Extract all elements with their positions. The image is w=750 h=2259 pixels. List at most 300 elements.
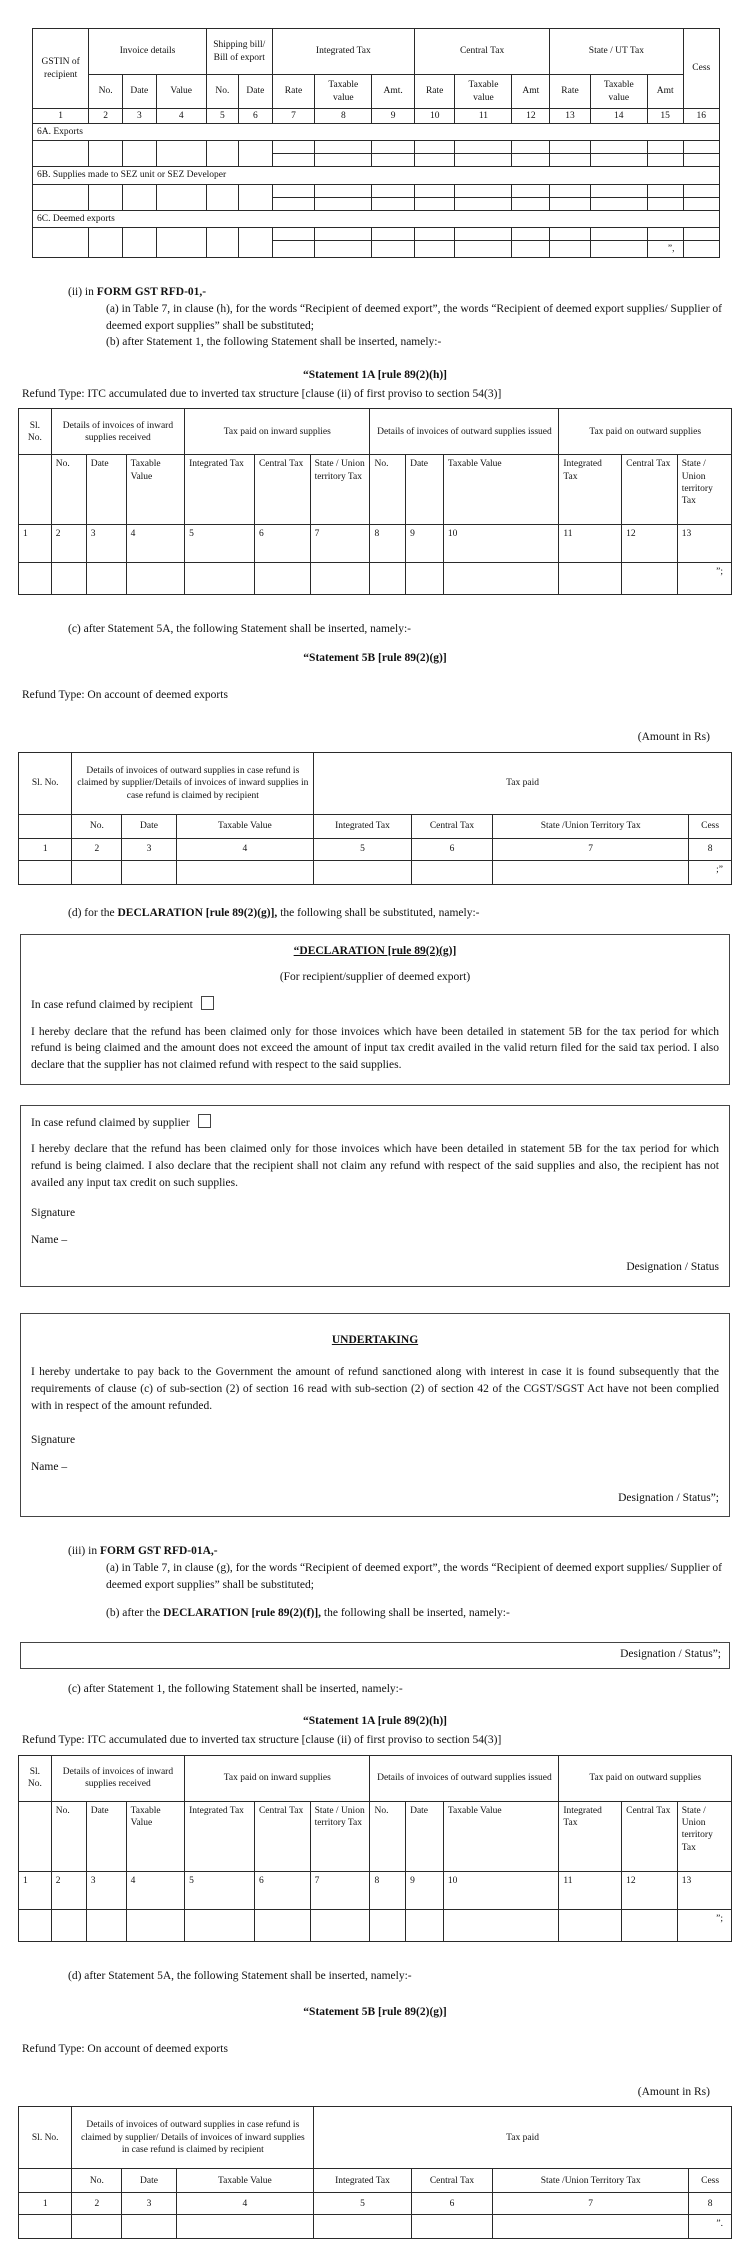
table-cell: Sl. No. — [19, 1755, 52, 1801]
table-row — [19, 1871, 732, 1909]
table-cell: No. — [51, 1801, 86, 1871]
clause-iii-b-suffix: the following shall be inserted, namely:- — [321, 1607, 510, 1620]
table-cell-empty — [156, 184, 206, 210]
table-row — [19, 1755, 732, 1801]
supplier-claim-label: In case refund claimed by supplier — [31, 1116, 190, 1129]
table-cell: 6B. Supplies made to SEZ unit or SEZ Developer — [33, 167, 720, 184]
supplier-claim-checkbox — [198, 1114, 211, 1128]
table-cell-empty — [239, 228, 273, 258]
table-cell: 1 — [19, 2193, 72, 2215]
table-cell: 10 — [414, 109, 455, 124]
table-cell: Taxable value — [590, 75, 647, 109]
table-cell: Central Tax — [622, 1801, 678, 1871]
table-cell: 2 — [51, 1871, 86, 1909]
table-cell: 9 — [406, 1871, 444, 1909]
table-cell: Sl. No. — [19, 753, 72, 815]
table-row — [33, 228, 720, 241]
table-cell-empty — [512, 184, 550, 197]
table-cell-empty — [414, 241, 455, 258]
table-cell: Integrated Tax — [559, 455, 622, 525]
table-cell-empty — [33, 141, 89, 167]
table-cell: 11 — [559, 525, 622, 563]
statement-1a-refund-type: Refund Type: ITC accumulated due to inverted tax structure [clause (ii) of first proviso to section 54(3)] — [22, 387, 502, 400]
table-cell: 4 — [176, 2193, 314, 2215]
table-cell-empty — [683, 241, 719, 258]
clause-d1-prefix: (d) for the — [68, 907, 118, 920]
table-cell: ”; — [677, 1909, 731, 1941]
table-cell-empty — [72, 861, 122, 885]
table-cell: 4 — [176, 839, 314, 861]
table-cell: Central Tax — [254, 1801, 310, 1871]
clause-iii-form-name: FORM GST RFD-01A,- — [99, 1545, 218, 1558]
table-cell-empty — [559, 1909, 622, 1941]
table-cell: Central Tax — [622, 455, 678, 525]
table-row — [33, 29, 720, 75]
table-cell-empty — [122, 2215, 176, 2239]
table-cell: Rate — [272, 75, 315, 109]
table-cell-empty — [411, 2215, 492, 2239]
table-cell: Date — [86, 455, 126, 525]
table-cell: Taxable value — [455, 75, 512, 109]
clause-iii-a: (a) in Table 7, in clause (g), for the words “Recipient of deemed export”, the words “Recipient of deemed export supplies/ Supplier of deemed export supplies” shall be substituted; — [106, 1561, 722, 1591]
statement-5b-refund-type: Refund Type: On account of deemed exports — [22, 688, 228, 701]
table-cell: ”; — [677, 563, 731, 595]
table-cell: 8 — [370, 1871, 406, 1909]
table-cell: 6 — [411, 2193, 492, 2215]
table-cell-empty — [254, 1909, 310, 1941]
table-cell: 5 — [314, 839, 412, 861]
table-cell: State / Union territory Tax — [677, 455, 731, 525]
statement-5b-table-2 — [18, 2106, 732, 2239]
table-cell: 1 — [19, 839, 72, 861]
table-cell: 4 — [126, 1871, 184, 1909]
undertaking-box — [20, 1313, 730, 1518]
table-cell-empty — [89, 184, 123, 210]
table-cell-empty — [372, 141, 415, 154]
table-cell-empty — [370, 563, 406, 595]
table-cell-empty — [51, 563, 86, 595]
table-cell: Central Tax — [254, 455, 310, 525]
table-cell: 1 — [19, 525, 52, 563]
table-cell: Tax paid on outward supplies — [559, 409, 732, 455]
statement-1a-refund-type-2: Refund Type: ITC accumulated due to inverted tax structure [clause (ii) of first proviso to section 54(3)] — [22, 1733, 502, 1746]
table-cell: Tax paid on inward supplies — [185, 409, 370, 455]
clause-iii-prefix: (iii) in — [68, 1545, 100, 1558]
table-cell-empty — [443, 1909, 559, 1941]
clause-iii-b-rule-ref: DECLARATION [rule 89(2)(f)], — [163, 1607, 322, 1620]
table-cell-empty — [122, 184, 156, 210]
table-cell: 5 — [314, 2193, 412, 2215]
table-cell: Sl. No. — [19, 2107, 72, 2169]
table-cell: 6 — [239, 109, 273, 124]
table-cell: 8 — [689, 2193, 732, 2215]
statement-1a-title-2: “Statement 1A [rule 89(2)(h)] — [302, 1715, 448, 1728]
statement-1a-table — [18, 408, 732, 595]
table-cell-empty — [455, 197, 512, 210]
clause-iii-heading — [68, 1543, 732, 1560]
table-cell: 8 — [370, 525, 406, 563]
declaration-subtitle: (For recipient/supplier of deemed export) — [279, 971, 471, 984]
name-label: Name – — [31, 1234, 68, 1247]
table-cell: 4 — [156, 109, 206, 124]
table-cell: Integrated Tax — [314, 2169, 412, 2193]
table-cell: 5 — [206, 109, 238, 124]
undertaking-title: UNDERTAKING — [331, 1333, 419, 1346]
table-cell-empty — [126, 563, 184, 595]
table-cell-empty — [550, 154, 591, 167]
table-cell: 15 — [647, 109, 683, 124]
table-cell: Amt. — [372, 75, 415, 109]
table-cell: Taxable Value — [443, 455, 559, 525]
table-cell: 11 — [455, 109, 512, 124]
clause-c2: (c) after Statement 1, the following Statement shall be inserted, namely:- — [68, 1682, 403, 1695]
table-cell-empty — [122, 141, 156, 167]
table-cell: Taxable value — [315, 75, 372, 109]
table-cell-empty — [185, 563, 255, 595]
table-cell-empty — [314, 861, 412, 885]
table-cell: Integrated Tax — [314, 815, 412, 839]
table-cell: Integrated Tax — [185, 455, 255, 525]
table-cell-empty — [414, 154, 455, 167]
table-cell-empty — [455, 141, 512, 154]
table-cell-empty — [206, 141, 238, 167]
table-cell-empty — [315, 241, 372, 258]
table-cell: 14 — [590, 109, 647, 124]
table-cell: Cess — [683, 29, 719, 109]
table-row — [19, 1801, 732, 1871]
table-cell-empty — [86, 1909, 126, 1941]
table-cell: Value — [156, 75, 206, 109]
table-cell: Cess — [689, 815, 732, 839]
table-cell: 2 — [51, 525, 86, 563]
table-cell-empty — [372, 197, 415, 210]
table-row — [33, 210, 720, 227]
table-cell: Date — [86, 1801, 126, 1871]
table-cell-empty — [314, 2215, 412, 2239]
table-cell-empty — [550, 184, 591, 197]
table-cell-empty — [683, 154, 719, 167]
table-cell-empty — [126, 1909, 184, 1941]
table-cell: No. — [72, 2169, 122, 2193]
table-cell: Amt — [647, 75, 683, 109]
table-cell: 5 — [185, 525, 255, 563]
table-cell: 3 — [122, 109, 156, 124]
table-cell: Date — [122, 2169, 176, 2193]
table-cell-empty — [414, 197, 455, 210]
table-cell: No. — [51, 455, 86, 525]
table-cell-empty — [176, 861, 314, 885]
table-cell: 2 — [72, 2193, 122, 2215]
table-cell: Tax paid — [314, 753, 732, 815]
table-row — [19, 2169, 732, 2193]
table-cell: 7 — [310, 1871, 370, 1909]
signature-label: Signature — [31, 1434, 76, 1447]
clause-d1-suffix: the following shall be substituted, namely:- — [277, 907, 480, 920]
table-cell: 12 — [622, 1871, 678, 1909]
name-label: Name – — [31, 1460, 68, 1473]
table-cell: GSTIN of recipient — [33, 29, 89, 109]
recipient-declaration-text: I hereby declare that the refund has been claimed only for those invoices which have been detailed in statement 5B for the tax period for which refund is being claimed and the amount does not exceed the amount of input tax credit availed in the valid return filed for the said tax period. I also declare that the supplier has not claimed refund with respect to the said supplies. — [31, 1025, 719, 1072]
table-cell: 13 — [550, 109, 591, 124]
statement-5b-title-2: “Statement 5B [rule 89(2)(g)] — [303, 2006, 447, 2019]
table-cell: 11 — [559, 1871, 622, 1909]
table-cell-empty — [512, 141, 550, 154]
signature-label: Signature — [31, 1207, 76, 1220]
table-cell: ;” — [689, 861, 732, 885]
table-cell-empty — [239, 184, 273, 210]
table-cell: Sl. No. — [19, 409, 52, 455]
clause-d1-rule-ref: DECLARATION [rule 89(2)(g)], — [117, 907, 278, 920]
table-cell-empty — [19, 1801, 52, 1871]
table-cell-empty — [414, 184, 455, 197]
table-cell-empty — [272, 197, 315, 210]
table-cell: Integrated Tax — [185, 1801, 255, 1871]
table-cell-empty — [590, 228, 647, 241]
table-cell: 9 — [406, 525, 444, 563]
table-cell: 6 — [411, 839, 492, 861]
table-cell: Details of invoices of outward supplies issued — [370, 1755, 559, 1801]
table-cell-empty — [89, 228, 123, 258]
table-cell-empty — [51, 1909, 86, 1941]
table-cell-empty — [315, 154, 372, 167]
clause-ii-form-name: FORM GST RFD-01,- — [96, 286, 207, 299]
table-cell: 9 — [372, 109, 415, 124]
undertaking-text: I hereby undertake to pay back to the Government the amount of refund sanctioned along with interest in case it is found subsequently that the requirements of clause (c) of sub-section (2) of section 16 read with sub-section (2) of section 42 of the CGST/SGST Act have not been complied with in respect of the amount refunded. — [31, 1366, 719, 1412]
table-cell-empty — [590, 241, 647, 258]
table-cell: ”. — [689, 2215, 732, 2239]
table-row — [19, 2193, 732, 2215]
table-cell-empty — [272, 228, 315, 241]
table-cell-empty — [647, 197, 683, 210]
table-cell: Tax paid on outward supplies — [559, 1755, 732, 1801]
table-cell: State /Union Territory Tax — [493, 2169, 689, 2193]
table-cell-empty — [206, 184, 238, 210]
table-cell: Details of invoices of outward supplies issued — [370, 409, 559, 455]
table-cell: No. — [206, 75, 238, 109]
recipient-claim-checkbox — [201, 996, 214, 1010]
declaration-box-supplier — [20, 1105, 730, 1287]
table-cell: 1 — [19, 1871, 52, 1909]
table-cell: 12 — [512, 109, 550, 124]
table-cell-empty — [512, 241, 550, 258]
table-cell-empty — [206, 228, 238, 258]
table-cell-empty — [590, 197, 647, 210]
table-cell-empty — [455, 184, 512, 197]
table-cell: Details of invoices of inward supplies received — [51, 1755, 184, 1801]
table-cell: 3 — [122, 839, 176, 861]
table-cell-empty — [590, 154, 647, 167]
table-row — [33, 141, 720, 154]
statement-5b-title: “Statement 5B [rule 89(2)(g)] — [303, 652, 447, 665]
table-cell-empty — [414, 228, 455, 241]
table-cell: No. — [89, 75, 123, 109]
table-cell: 13 — [677, 525, 731, 563]
table-cell: Amt — [512, 75, 550, 109]
table-cell: Details of invoices of outward supplies in case refund is claimed by supplier/ Details of invoices of inward supplies in case refund is claimed by recipient — [72, 2107, 314, 2169]
table-cell-empty — [156, 141, 206, 167]
table-cell: 8 — [315, 109, 372, 124]
table-cell: No. — [370, 1801, 406, 1871]
table-cell: Date — [406, 455, 444, 525]
table-cell-empty — [272, 241, 315, 258]
table-cell-empty — [122, 228, 156, 258]
table-row — [33, 184, 720, 197]
table-cell-empty — [272, 184, 315, 197]
table-cell-empty — [550, 197, 591, 210]
table-row — [19, 525, 732, 563]
table-cell-empty — [315, 184, 372, 197]
table-cell-empty — [406, 563, 444, 595]
table-cell: Taxable Value — [126, 455, 184, 525]
table-row — [33, 75, 720, 109]
table-cell-empty — [272, 154, 315, 167]
table-cell-empty — [19, 815, 72, 839]
amount-in-rs-label: (Amount in Rs) — [637, 731, 710, 744]
table-cell-empty — [310, 563, 370, 595]
table-6-invoice-details — [32, 28, 720, 258]
table-row — [33, 167, 720, 184]
table-cell-empty — [455, 154, 512, 167]
table-cell: State / Union territory Tax — [310, 1801, 370, 1871]
table-cell: 6C. Deemed exports — [33, 210, 720, 227]
table-cell-empty — [156, 228, 206, 258]
table-cell: Rate — [414, 75, 455, 109]
table-cell-empty — [406, 1909, 444, 1941]
table-cell: Details of invoices of outward supplies in case refund is claimed by supplier/Details of invoices of inward supplies in case refund is claimed by recipient — [72, 753, 314, 815]
recipient-claim-line — [31, 996, 719, 1014]
table-cell: Date — [122, 75, 156, 109]
table-row — [19, 455, 732, 525]
table-cell-empty — [315, 197, 372, 210]
table-cell: 2 — [89, 109, 123, 124]
table-cell-empty — [19, 563, 52, 595]
table-row — [33, 109, 720, 124]
table-row — [19, 1909, 732, 1941]
table-row — [19, 861, 732, 885]
table-cell: State /Union Territory Tax — [493, 815, 689, 839]
statement-5b-refund-type-2: Refund Type: On account of deemed exports — [22, 2042, 228, 2055]
table-row — [19, 815, 732, 839]
table-cell-empty — [372, 154, 415, 167]
table-row — [19, 2215, 732, 2239]
table-cell-empty — [370, 1909, 406, 1941]
table-cell-empty — [19, 1909, 52, 1941]
table-cell: Central Tax — [411, 815, 492, 839]
table-cell: 12 — [622, 525, 678, 563]
table-cell: Date — [406, 1801, 444, 1871]
table-cell-empty — [455, 228, 512, 241]
table-row — [33, 124, 720, 141]
clause-ii-b: (b) after Statement 1, the following Statement shall be inserted, namely:- — [106, 336, 442, 349]
clause-d1 — [68, 905, 732, 922]
table-cell-empty — [19, 2169, 72, 2193]
table-cell: State / Union territory Tax — [310, 455, 370, 525]
table-cell: Integrated Tax — [272, 29, 414, 75]
table-row — [19, 753, 732, 815]
table-cell-empty — [176, 2215, 314, 2239]
table-cell-empty — [550, 241, 591, 258]
table-cell-empty — [19, 2215, 72, 2239]
table-cell: Date — [239, 75, 273, 109]
supplier-declaration-text: I hereby declare that the refund has been claimed only for those invoices which have been detailed in statement 5B for the tax period for which refund is being claimed. I also declare that the recipient shall not claim any refund with respect of the said supplies and also, the recipient has not availed any input tax credit on such supplies. — [31, 1143, 719, 1189]
table-cell: 2 — [72, 839, 122, 861]
table-cell-empty — [622, 563, 678, 595]
table-cell: 6 — [254, 1871, 310, 1909]
table-cell: Taxable Value — [126, 1801, 184, 1871]
table-cell: Cess — [689, 2169, 732, 2193]
table-cell: Shipping bill/ Bill of export — [206, 29, 272, 75]
table-cell-empty — [411, 861, 492, 885]
clause-c1: (c) after Statement 5A, the following Statement shall be inserted, namely:- — [68, 623, 411, 636]
table-cell: 7 — [493, 839, 689, 861]
table-cell: 8 — [689, 839, 732, 861]
clause-ii-prefix: (ii) in — [68, 286, 97, 299]
statement-5b-table — [18, 752, 732, 885]
table-cell-empty — [272, 141, 315, 154]
table-cell: 10 — [443, 1871, 559, 1909]
table-cell: ”, — [647, 241, 683, 258]
declaration-box-recipient — [20, 934, 730, 1085]
table-cell-empty — [559, 563, 622, 595]
table-cell-empty — [683, 197, 719, 210]
statement-1a-title: “Statement 1A [rule 89(2)(h)] — [302, 369, 448, 382]
clause-d2: (d) after Statement 5A, the following Statement shall be inserted, namely:- — [68, 1969, 412, 1982]
table-cell: 7 — [493, 2193, 689, 2215]
table-cell-empty — [19, 861, 72, 885]
table-cell-empty — [33, 228, 89, 258]
table-cell-empty — [647, 228, 683, 241]
table-cell: 16 — [683, 109, 719, 124]
table-cell-empty — [683, 228, 719, 241]
table-cell-empty — [683, 184, 719, 197]
table-cell: 3 — [86, 525, 126, 563]
table-cell-empty — [19, 455, 52, 525]
table-cell: 1 — [33, 109, 89, 124]
table-cell-empty — [315, 228, 372, 241]
table-cell-empty — [590, 184, 647, 197]
table-cell: Details of invoices of inward supplies received — [51, 409, 184, 455]
table-cell: Tax paid — [314, 2107, 732, 2169]
table-cell: State / Union territory Tax — [677, 1801, 731, 1871]
supplier-claim-line — [31, 1114, 719, 1132]
table-cell: Tax paid on inward supplies — [185, 1755, 370, 1801]
table-cell-empty — [647, 154, 683, 167]
table-cell-empty — [414, 141, 455, 154]
table-cell-empty — [239, 141, 273, 167]
clause-ii-heading — [68, 284, 732, 301]
table-cell-empty — [86, 563, 126, 595]
table-row — [19, 563, 732, 595]
table-cell-empty — [647, 141, 683, 154]
table-cell: Date — [122, 815, 176, 839]
table-cell: 3 — [86, 1871, 126, 1909]
table-cell: Rate — [550, 75, 591, 109]
table-cell-empty — [89, 141, 123, 167]
table-cell: 5 — [185, 1871, 255, 1909]
table-cell: Invoice details — [89, 29, 206, 75]
table-cell: Taxable Value — [443, 1801, 559, 1871]
clause-iii-b — [106, 1605, 722, 1622]
table-cell: Taxable Value — [176, 2169, 314, 2193]
table-cell-empty — [512, 154, 550, 167]
table-cell-empty — [455, 241, 512, 258]
table-cell: 7 — [272, 109, 315, 124]
table-cell-empty — [310, 1909, 370, 1941]
table-cell: 7 — [310, 525, 370, 563]
table-cell-empty — [185, 1909, 255, 1941]
table-row — [19, 839, 732, 861]
table-cell: 6 — [254, 525, 310, 563]
